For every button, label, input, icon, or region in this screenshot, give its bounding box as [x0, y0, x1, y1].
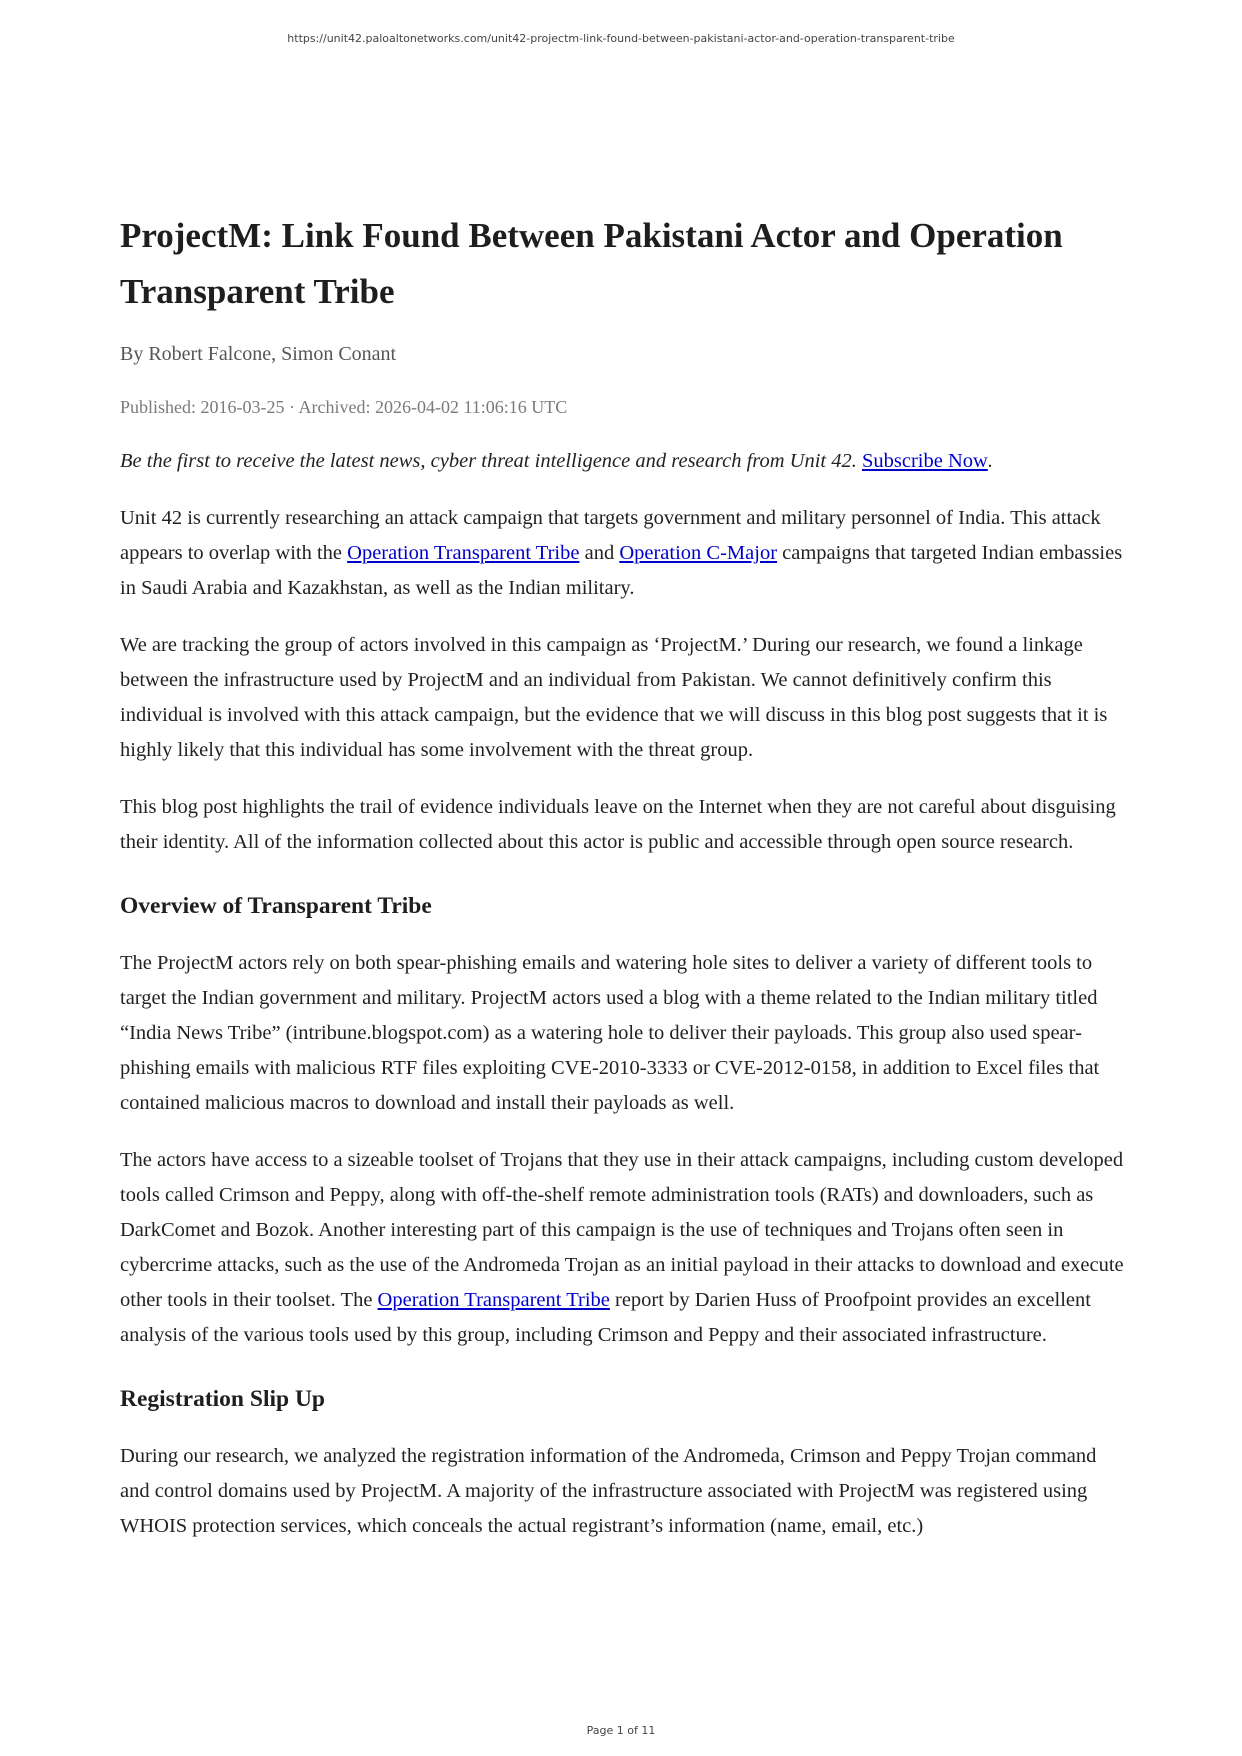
heading-registration: Registration Slip Up: [120, 1386, 325, 1412]
paragraph-5-text-b: report by Darien Huss of Proofpoint provides an excellent analysis of the various tools used by this group, including Crimson and Peppy and their associated infrastructure.: [120, 1289, 1091, 1346]
subscribe-paragraph: [120, 444, 1130, 479]
subscribe-now-link[interactable]: Subscribe Now: [862, 450, 988, 472]
article-content: [120, 208, 1130, 1566]
operation-transparent-tribe-link[interactable]: Operation Transparent Tribe: [347, 542, 580, 564]
page-url: https://unit42.paloaltonetworks.com/unit42-projectm-link-found-between-pakistani-actor-and-operation-transparent-tribe: [287, 32, 955, 45]
subscribe-end: .: [987, 450, 993, 472]
paragraph-5: [120, 1143, 1130, 1353]
paragraph-1-text-b: and: [584, 542, 615, 564]
article-byline: By Robert Falcone, Simon Conant: [120, 343, 397, 365]
paragraph-1-text-a: Unit 42 is currently researching an attack campaign that targets government and military personnel of India. This attack appears to overlap with the: [120, 507, 1101, 564]
subscribe-text: Be the first to receive the latest news, cyber threat intelligence and research from Unit 42.: [120, 450, 857, 472]
paragraph-1-text-c: campaigns that targeted Indian embassies in Saudi Arabia and Kazakhstan, as well as the Indian military.: [120, 542, 1123, 599]
heading-overview: Overview of Transparent Tribe: [120, 893, 432, 919]
operation-transparent-tribe-report-link[interactable]: Operation Transparent Tribe: [377, 1289, 610, 1311]
page-number: Page 1 of 11: [586, 1724, 656, 1737]
paragraph-1: [120, 501, 1130, 606]
paragraph-3: This blog post highlights the trail of evidence individuals leave on the Internet when they are not careful about disguising their identity. All of the information collected about this actor is public and accessible through open source research.: [120, 796, 1116, 853]
paragraph-4: The ProjectM actors rely on both spear-phishing emails and watering hole sites to deliver a variety of different tools to target the Indian government and military. ProjectM actors used a blog with a theme related to the Indian military titled “India News Tribe” (intribune.blogspot.com) as a watering hole to deliver their payloads. This group also used spear-phishing emails with malicious RTF files exploiting CVE-2010-3333 or CVE-2012-0158, in addition to Excel files that contained malicious macros to download and install their payloads as well.: [120, 952, 1100, 1114]
paragraph-2: We are tracking the group of actors involved in this campaign as ‘ProjectM.’ During our research, we found a linkage between the infrastructure used by ProjectM and an individual from Pakistan. We cannot definitively confirm this individual is involved with this attack campaign, but the evidence that we will discuss in this blog post suggests that it is highly likely that this individual has some involvement with the threat group.: [120, 634, 1108, 761]
article-title: ProjectM: Link Found Between Pakistani Actor and Operation Transparent Tribe: [120, 216, 1063, 311]
operation-c-major-link[interactable]: Operation C-Major: [619, 542, 778, 564]
paragraph-6: During our research, we analyzed the registration information of the Andromeda, Crimson and Peppy Trojan command and control domains used by ProjectM. A majority of the infrastructure associated with ProjectM was registered using WHOIS protection services, which conceals the actual registrant’s information (name, email, etc.): [120, 1445, 1097, 1537]
paragraph-5-text-a: The actors have access to a sizeable toolset of Trojans that they use in their attack campaigns, including custom developed tools called Crimson and Peppy, along with off-the-shelf remote administration tools (RATs) and downloaders, such as DarkComet and Bozok. Another interesting part of this campaign is the use of techniques and Trojans often seen in cybercrime attacks, such as the use of the Andromeda Trojan as an initial payload in their attacks to download and execute other tools in their toolset. The: [120, 1149, 1124, 1311]
article-meta: Published: 2016-03-25 · Archived: 2026-04-02 11:06:16 UTC: [120, 397, 568, 417]
